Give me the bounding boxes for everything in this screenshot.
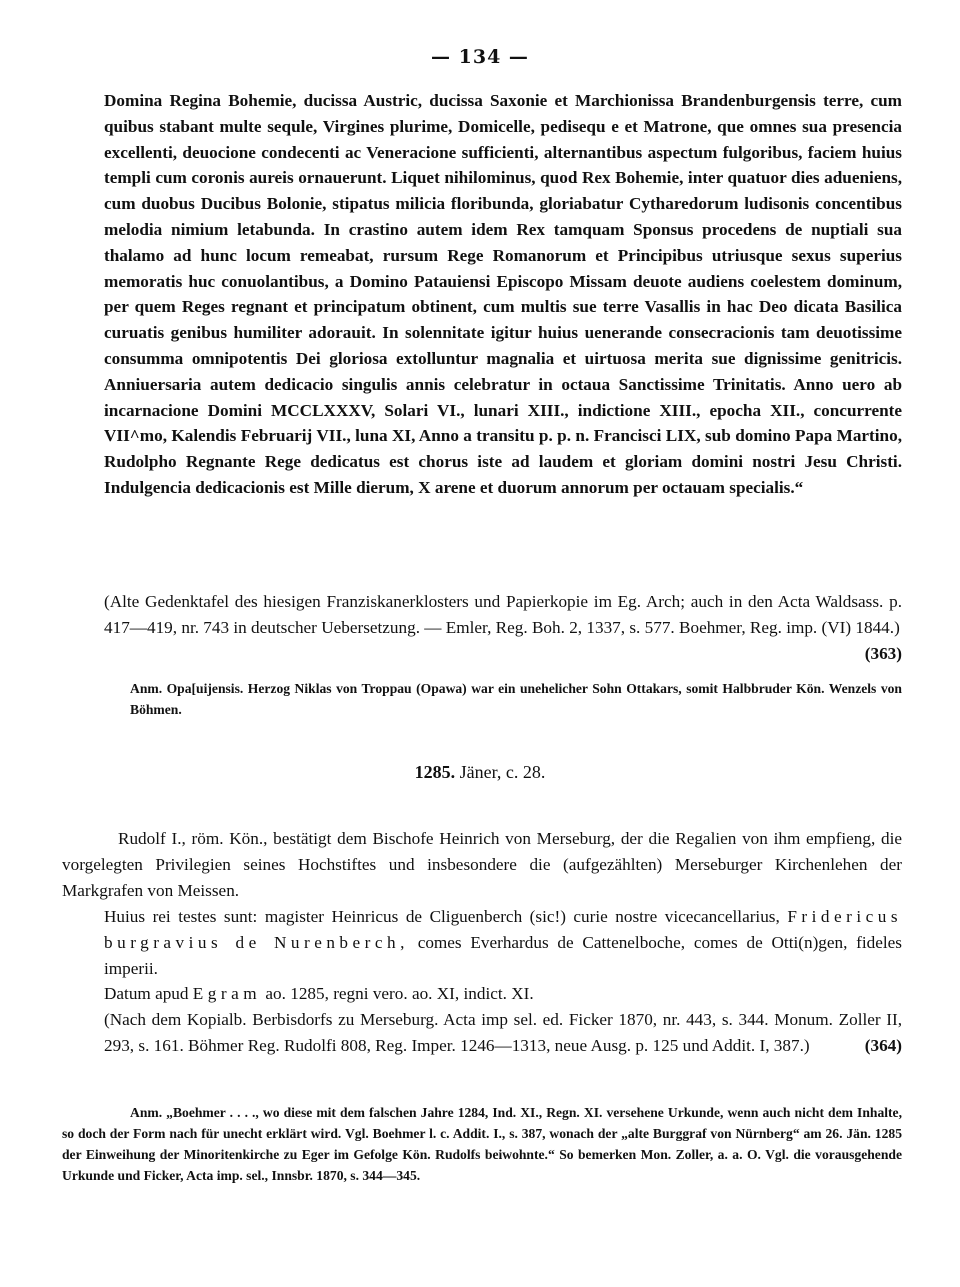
charter-364-note-block	[62, 1102, 902, 1186]
charter-363-source-paragraph	[104, 589, 902, 663]
charter-364-note: Anm. „Boehmer . . . ., wo diese mit dem falschen Jahre 1284, Ind. XI., Regn. XI. versehene Urkunde, wenn auch nicht dem Inhalte, so doch der Form nach für unecht erklärt wird. Vgl. Boehmer l. c. Addit. I., s. 387, wonach der „alte Burggraf von Nürnberg“ am 26. Jän. 1285 der Einweihung der Minoritenkirche zu Eger im Gefolge Kön. Rudolfs beiwohnte.“ So bemerken Mon. Zoller, a. a. O. Vgl. die vorausgehende Urkunde und Ficker, Acta imp. sel., Innsbr. 1870, s. 344—345.	[62, 1105, 902, 1183]
charter-363-note-block	[130, 678, 902, 720]
charter-364-date: Jäner, c. 28.	[459, 762, 546, 782]
charter-364-body-block	[104, 904, 902, 1059]
charter-364-witnesses-a: Huius rei testes sunt: magister Heinricus de Cliguenberch (sic!) curie nostre vicecancellarius,	[104, 907, 780, 926]
charter-363-body: Domina Regina Bohemie, ducissa Austric, ducissa Saxonie et Marchionissa Brandenburgensis terre, cum quibus stabant multe sequle, Virgines plurime, Domicelle, pedisequ e et Matrone, que omnes sua presencia excellenti, deuocione condecenti ac Veneracione sufficienti, alternantibus aspectum fulgoribus, faciem huius templi cum coronis aureis ornauerunt. Liquet nihilominus, quod Rex Bohemie, inter quatuor dies adueniens, cum duobus Ducibus Bolonie, stipatus milicia floribunda, gloriabatur Cytharedorum ludisonis concentibus melodia nimium letabunda. In crastino autem idem Rex tamquam Sponsus procedens de nuptiali sua thalamo ad hunc locum remeabat, rursum Rege Romanorum et Principibus utriusque sexus superius memoratis huc conuolantibus, a Domino Patauiensi Episcopo Missam deuote audiens coelestem dominum, per quem Reges regnant et principatum obtinent, cum multis sue terre Vasallis in hac Deo dicata Basilica curuatis genibus humiliter adorauit. In solennitate igitur huius uenerande consecracionis tam deuotissime consumma omnipotentis Dei gloriosa extolluntur magnalia et uirtuosa merita sue dignissime genitricis. Anniuersaria autem dedicacio singulis annis celebratur in octaua Sanctissime Trinitatis. Anno uero ab incarnacione Domini MCCLXXXV, Solari VI., lunari XIII., indictione XIII., epocha XII., concurrente VII^mo, Kalendis Februarij VII., luna XI, Anno a transitu p. p. n. Francisci LIX, sub domino Papa Martino, Rudolpho Regnante Rege dedicatus est chorus iste ad laudem et gloriam domini nostri Jesu Christi. Indulgencia dedicacionis est Mille dierum, X arene et duorum annorum per octauam specialis.“	[104, 91, 902, 497]
charter-364-source-paragraph	[104, 1007, 902, 1059]
charter-363-source-block	[104, 589, 902, 666]
charter-364-witness-spaced: Fridericus burgravius de Nurenberch,	[104, 907, 903, 952]
charter-364-datum	[104, 981, 902, 1007]
charter-363-source: (Alte Gedenktafel des hiesigen Franziskanerklosters und Papierkopie im Eg. Arch; auch in den Acta Waldsass. p. 417—419, nr. 743 in deutscher Uebersetzung. — Emler, Reg. Boh. 2, 1337, s. 577. Boehmer, Reg. imp. (VI) 1844.)	[104, 592, 902, 637]
charter-364-year: 1285.	[414, 762, 456, 782]
charter-364-summary-block	[62, 826, 902, 903]
charter-364-datum-place: Egram	[192, 984, 262, 1004]
charter-364-witnesses	[104, 904, 902, 981]
charter-364-datum-a: Datum apud	[104, 984, 189, 1004]
charter-363-note: Anm. Opa[uijensis. Herzog Niklas von Troppau (Opawa) war ein unehelicher Sohn Ottakars, somit Halbbruder Kön. Wenzels von Böhmen.	[130, 681, 902, 717]
charter-364-source: (Nach dem Kopialb. Berbisdorfs zu Merseburg. Acta imp sel. ed. Ficker 1870, nr. 443, s. 344. Monum. Zoller II, 293, s. 161. Böhmer Reg. Rudolfi 808, Reg. Imper. 1246—1313, neue Ausg. p. 125 und Addit. I, 387.)	[104, 1010, 902, 1055]
charter-364-summary: Rudolf I., röm. Kön., bestätigt dem Bischofe Heinrich von Merseburg, der die Regalien von ihm empfieng, die vorgelegten Privilegien seines Hochstiftes und insbesondere die (aufgezählten) Merseburger Kirchenlehen der Markgrafen von Meissen.	[62, 829, 902, 900]
charter-364-datum-b: ao. 1285, regni vero. ao. XI, indict. XI.	[265, 984, 534, 1004]
charter-363-text	[104, 88, 902, 501]
charter-364-heading	[0, 762, 960, 783]
page-number: — 134 —	[431, 46, 529, 68]
charter-364-witnesses-b: comes Everhardus de Cattenelboche, comes de Otti(n)gen, fideles imperii.	[104, 932, 902, 978]
charter-364-number: (364)	[864, 1035, 902, 1055]
charter-363-number: (363)	[864, 643, 902, 663]
